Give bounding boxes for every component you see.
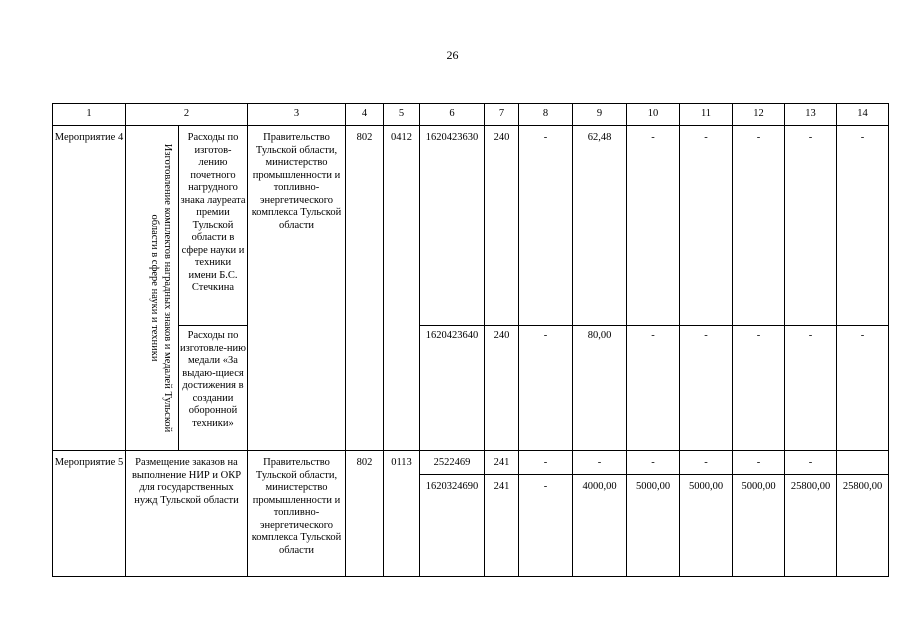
cell-c13: -: [808, 132, 813, 143]
header-cell: 2: [183, 108, 190, 119]
cell-c9: 62,48: [587, 132, 612, 143]
cell-c10: -: [651, 330, 655, 341]
cell-c6: 1620324690: [425, 481, 479, 492]
table-line: [52, 450, 889, 451]
sub-item-b-text: Расходы по изготовле-нию медали «За выдаю-щиеся достижения в создании оборонной техники»: [180, 330, 246, 429]
cell-c6: 1620423640: [425, 330, 479, 341]
header-cell: 5: [398, 108, 405, 119]
cell-c12: -: [756, 132, 761, 143]
event-description: Размещение заказов на выполнение НИР и ОКР для государственных нужд Тульской области: [131, 457, 242, 506]
header-cell: 13: [805, 108, 816, 119]
cell-c10: -: [651, 457, 655, 468]
header-cell: 11: [700, 108, 712, 119]
cell-c13: -: [808, 457, 813, 468]
executor: Правительство Тульской области, министерство промышленности и топливно-энергетического комплекса Тульской области: [251, 132, 342, 231]
table-line: [419, 474, 889, 475]
cell-c8: -: [543, 481, 548, 492]
header-cell: 12: [753, 108, 764, 119]
cell-c12: 5000,00: [741, 481, 776, 492]
cell-c14: -: [860, 132, 865, 143]
table-line: [888, 103, 889, 576]
cell-c7: 240: [493, 330, 510, 341]
cell-c11: -: [704, 330, 708, 341]
header-cell: 14: [857, 108, 868, 119]
event-name: Мероприятие 5: [54, 457, 124, 468]
cell-c10: 5000,00: [635, 481, 671, 492]
cell-c8: -: [543, 457, 548, 468]
cell-c4: 802: [356, 132, 373, 143]
cell-c12: -: [756, 457, 761, 468]
cell-c8: -: [543, 330, 548, 341]
executor: Правительство Тульской области, министерство промышленности и топливно-энергетического комплекса Тульской области: [251, 457, 342, 556]
table-line: [383, 103, 384, 576]
header-cell: 4: [361, 108, 368, 119]
header-cell: 3: [293, 108, 300, 119]
header-cell: 9: [596, 108, 603, 119]
cell-c6: 1620423630: [425, 132, 479, 143]
table-line: [178, 325, 247, 326]
cell-c5: 0113: [391, 457, 412, 468]
cell-c5: 0412: [391, 132, 412, 143]
cell-c9: -: [597, 457, 602, 468]
cell-c13: 25800,00: [790, 481, 831, 492]
header-cell: 6: [449, 108, 455, 119]
cell-c7: 241: [493, 481, 510, 492]
cell-c14: -: [860, 330, 865, 341]
cell-c4: 802: [356, 457, 373, 468]
cell-c13: -: [808, 330, 813, 341]
cell-c6: 2522469: [433, 457, 471, 468]
cell-c11: 5000,00: [688, 481, 724, 492]
cell-c7: 241: [493, 457, 510, 468]
table-line: [419, 325, 889, 326]
header-cell: 7: [498, 108, 505, 119]
cell-c8: -: [543, 132, 548, 143]
cell-c14: 25800,00: [842, 481, 883, 492]
cell-c11: -: [704, 132, 708, 143]
cell-c10: -: [651, 132, 655, 143]
table-line: [52, 103, 889, 104]
vertical-label: Изготовление комплектов наградных знаков и медалей Тульской области в сфере науки и техники: [149, 143, 173, 433]
cell-c9: 4000,00: [582, 481, 617, 492]
cell-c9: 80,00: [587, 330, 612, 341]
table-line: [125, 103, 126, 576]
table-line: [247, 103, 248, 576]
cell-c7: 240: [493, 132, 510, 143]
table-line: [52, 103, 53, 576]
header-cell: 10: [647, 108, 659, 119]
table-line: [345, 103, 346, 576]
table-line: [52, 576, 889, 577]
table-line: [178, 125, 179, 450]
event-name: Мероприятие 4: [54, 132, 124, 143]
cell-c11: -: [704, 457, 708, 468]
page-number: 26: [446, 48, 459, 62]
header-cell: 8: [542, 108, 549, 119]
cell-c12: -: [756, 330, 761, 341]
sub-item-a-text: Расходы по изготов-лению почетного нагрудного знака лауреата премии Тульской области в сфере науки и техники имени Б.С. Стечкина: [180, 132, 246, 293]
header-cell: 1: [86, 108, 92, 119]
